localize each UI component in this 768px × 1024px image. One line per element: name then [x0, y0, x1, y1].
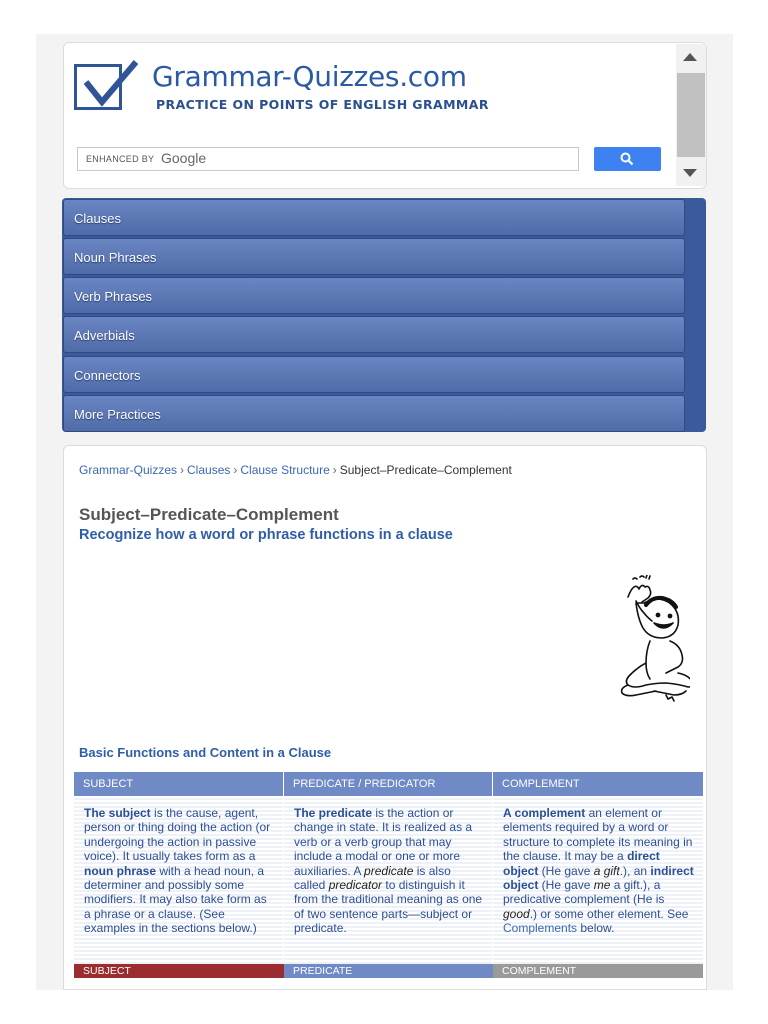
site-subtitle: PRACTICE ON POINTS OF ENGLISH GRAMMAR — [156, 97, 489, 112]
complement-italic: me — [593, 878, 611, 893]
search-icon — [620, 152, 634, 166]
nav-item-adverbials[interactable]: Adverbials — [63, 316, 685, 353]
checkbox-check-icon — [78, 58, 140, 112]
functions-table — [74, 772, 703, 980]
page-subtitle: Recognize how a word or phrase functions in a clause — [79, 527, 453, 543]
table-footer-subject: SUBJECT — [74, 964, 284, 978]
subject-text: is the cause, agent, person or thing doing the action (or undergoing the action in passive voice). It usually takes form as a — [84, 806, 271, 864]
breadcrumb-current: Subject–Predicate–Complement — [339, 463, 512, 477]
predicate-italic: predicate — [364, 863, 414, 878]
nav-item-noun-phrases[interactable]: Noun Phrases — [63, 238, 685, 275]
predicate-text: to distinguish it from the traditional meaning as one of two sentence parts—subject or predicate. — [294, 878, 483, 936]
breadcrumb-separator: › — [233, 463, 238, 477]
table-footer-predicate: PREDICATE — [284, 964, 493, 978]
scroll-up-arrow-icon[interactable] — [683, 53, 697, 61]
section-heading: Basic Functions and Content in a Clause — [79, 745, 332, 760]
predicate-term: The predicate — [294, 806, 373, 820]
subject-text: with a head noun, a determiner and possibly some modifiers. It may also take form as a phrase or a clause. (See examples in the sections below.) — [84, 863, 267, 936]
complement-text: a gift.), a predicative complement (He is — [503, 878, 665, 907]
raising-hand-kid-icon — [598, 575, 690, 710]
breadcrumb-separator: › — [180, 463, 185, 477]
search-input[interactable] — [77, 147, 579, 171]
table-header-complement: COMPLEMENT — [493, 772, 703, 796]
breadcrumb — [79, 463, 512, 477]
complement-italic: a gift — [593, 863, 620, 878]
nav-item-connectors[interactable]: Connectors — [63, 356, 685, 393]
table-cell-predicate — [284, 796, 493, 964]
site-title[interactable]: Grammar-Quizzes.com — [152, 60, 467, 93]
table-footer-complement: COMPLEMENT — [493, 964, 703, 978]
complement-text: (He gave — [538, 863, 594, 878]
nav-item-clauses[interactable]: Clauses — [63, 199, 685, 236]
complements-link[interactable]: Complements — [503, 921, 578, 936]
complement-text: .) or some other element. See — [529, 906, 689, 921]
complement-text: below. — [577, 921, 615, 936]
search-enhanced-label: ENHANCED BY — [86, 154, 155, 164]
search-button[interactable] — [594, 147, 661, 171]
predicator-italic: predicator — [328, 878, 383, 893]
complement-italic: good — [503, 906, 530, 921]
nav-item-more-practices[interactable]: More Practices — [63, 395, 685, 432]
complement-term: A complement — [503, 806, 586, 820]
table-header-predicate: PREDICATE / PREDICATOR — [284, 772, 493, 796]
breadcrumb-separator: › — [332, 463, 337, 477]
subject-noun-phrase: noun phrase — [84, 863, 157, 878]
predicate-text: is the action or change in state. It is realized as a verb or a verb group that may include a modal or one or more auxiliaries. A — [294, 806, 473, 878]
table-cell-subject — [74, 796, 284, 964]
page-title: Subject–Predicate–Complement — [79, 505, 339, 524]
scroll-down-arrow-icon[interactable] — [683, 169, 697, 177]
complement-indirect-object: indirect object — [503, 863, 694, 893]
complement-text: .), an — [619, 863, 651, 878]
predicate-text: is also called — [294, 863, 451, 893]
search-google-label: Google — [161, 150, 207, 166]
complement-direct-object: direct object — [503, 849, 660, 878]
table-cell-complement — [493, 796, 703, 964]
subject-term: The subject — [84, 806, 151, 820]
complement-text: an element or elements required by a word or structure to complete its meaning in the clause. It may be a — [503, 806, 693, 864]
scrollbar-thumb[interactable] — [677, 73, 705, 157]
breadcrumb-link-clauses[interactable]: Clauses — [187, 463, 231, 477]
table-header-subject: SUBJECT — [74, 772, 284, 796]
complement-text: (He gave — [538, 878, 594, 893]
breadcrumb-link-clause-structure[interactable]: Clause Structure — [240, 463, 330, 477]
nav-item-verb-phrases[interactable]: Verb Phrases — [63, 277, 685, 314]
breadcrumb-link-home[interactable]: Grammar-Quizzes — [79, 463, 178, 477]
